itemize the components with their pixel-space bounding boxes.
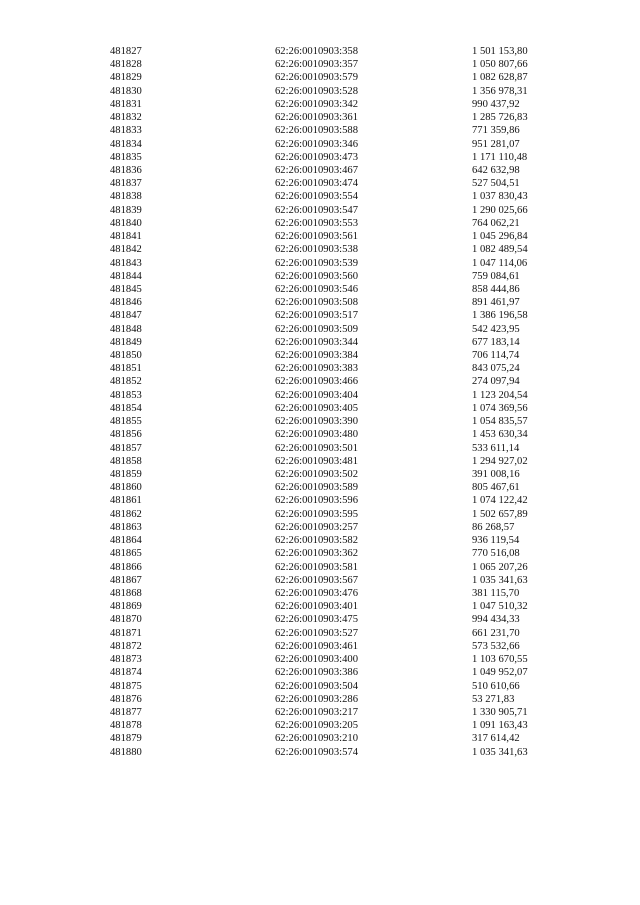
cadastral-value: 642 632,98 — [472, 164, 520, 176]
row-number: 481841 — [110, 231, 142, 243]
table-row — [0, 204, 640, 217]
table-row — [0, 640, 640, 653]
table-row — [0, 389, 640, 402]
table-row — [0, 494, 640, 507]
cadastral-number: 62:26:0010903:561 — [275, 231, 358, 243]
row-number: 481837 — [110, 178, 142, 190]
row-number: 481831 — [110, 98, 142, 110]
cadastral-value: 764 062,21 — [472, 217, 520, 229]
row-number: 481855 — [110, 416, 142, 428]
cadastral-number: 62:26:0010903:358 — [275, 46, 358, 57]
cadastral-number: 62:26:0010903:466 — [275, 376, 358, 388]
cadastral-number: 62:26:0010903:405 — [275, 402, 358, 414]
table-row — [0, 574, 640, 587]
table-row — [0, 680, 640, 693]
row-number: 481868 — [110, 587, 142, 599]
cadastral-value: 1 050 807,66 — [472, 59, 528, 71]
cadastral-value: 573 532,66 — [472, 640, 520, 652]
row-number: 481851 — [110, 363, 142, 375]
row-number: 481829 — [110, 72, 142, 84]
cadastral-number: 62:26:0010903:509 — [275, 323, 358, 335]
row-number: 481873 — [110, 654, 142, 666]
table-row — [0, 58, 640, 71]
cadastral-value: 1 171 110,48 — [472, 151, 528, 163]
row-number: 481835 — [110, 151, 142, 163]
row-number: 481836 — [110, 164, 142, 176]
cadastral-value: 1 290 025,66 — [472, 204, 528, 216]
cadastral-number: 62:26:0010903:473 — [275, 151, 358, 163]
table-row — [0, 402, 640, 415]
row-number: 481866 — [110, 561, 142, 573]
cadastral-number: 62:26:0010903:383 — [275, 363, 358, 375]
cadastral-number: 62:26:0010903:546 — [275, 283, 358, 295]
row-number: 481853 — [110, 389, 142, 401]
cadastral-number: 62:26:0010903:567 — [275, 574, 358, 586]
cadastral-number: 62:26:0010903:527 — [275, 627, 358, 639]
cadastral-number: 62:26:0010903:596 — [275, 495, 358, 507]
table-row — [0, 706, 640, 719]
cadastral-number: 62:26:0010903:589 — [275, 482, 358, 494]
cadastral-value: 1 074 369,56 — [472, 402, 528, 414]
cadastral-number: 62:26:0010903:588 — [275, 125, 358, 137]
table-row — [0, 653, 640, 666]
cadastral-number: 62:26:0010903:480 — [275, 429, 358, 441]
cadastral-value: 1 065 207,26 — [472, 561, 528, 573]
cadastral-number: 62:26:0010903:475 — [275, 614, 358, 626]
table-row — [0, 98, 640, 111]
row-number: 481849 — [110, 336, 142, 348]
cadastral-value: 843 075,24 — [472, 363, 520, 375]
cadastral-value: 771 359,86 — [472, 125, 520, 137]
table-row — [0, 124, 640, 137]
cadastral-value: 706 114,74 — [472, 350, 520, 362]
cadastral-value: 1 074 122,42 — [472, 495, 528, 507]
table-row — [0, 534, 640, 547]
table-row — [0, 613, 640, 626]
cadastral-value: 661 231,70 — [472, 627, 520, 639]
table-row — [0, 732, 640, 745]
row-number: 481843 — [110, 257, 142, 269]
table-row — [0, 336, 640, 349]
cadastral-value-table — [0, 45, 640, 759]
cadastral-number: 62:26:0010903:504 — [275, 680, 358, 692]
row-number: 481838 — [110, 191, 142, 203]
row-number: 481833 — [110, 125, 142, 137]
row-number: 481869 — [110, 601, 142, 613]
cadastral-value: 1 091 163,43 — [472, 720, 528, 732]
cadastral-number: 62:26:0010903:553 — [275, 217, 358, 229]
table-row — [0, 547, 640, 560]
cadastral-value: 1 082 489,54 — [472, 244, 528, 256]
cadastral-value: 1 049 952,07 — [472, 667, 528, 679]
cadastral-value: 1 045 296,84 — [472, 231, 528, 243]
cadastral-value: 990 437,92 — [472, 98, 520, 110]
cadastral-value: 858 444,86 — [472, 283, 520, 295]
cadastral-value: 1 294 927,02 — [472, 455, 528, 467]
table-row — [0, 45, 640, 58]
cadastral-number: 62:26:0010903:501 — [275, 442, 358, 454]
row-number: 481877 — [110, 706, 142, 718]
cadastral-value: 1 386 196,58 — [472, 310, 528, 322]
cadastral-number: 62:26:0010903:528 — [275, 85, 358, 97]
row-number: 481830 — [110, 85, 142, 97]
cadastral-number: 62:26:0010903:362 — [275, 548, 358, 560]
cadastral-value: 1 356 978,31 — [472, 85, 528, 97]
cadastral-value: 994 434,33 — [472, 614, 520, 626]
table-row — [0, 85, 640, 98]
cadastral-number: 62:26:0010903:461 — [275, 640, 358, 652]
cadastral-value: 53 271,83 — [472, 693, 515, 705]
cadastral-number: 62:26:0010903:547 — [275, 204, 358, 216]
cadastral-value: 533 611,14 — [472, 442, 520, 454]
row-number: 481848 — [110, 323, 142, 335]
cadastral-value: 805 467,61 — [472, 482, 520, 494]
row-number: 481857 — [110, 442, 142, 454]
cadastral-number: 62:26:0010903:357 — [275, 59, 358, 71]
row-number: 481847 — [110, 310, 142, 322]
cadastral-number: 62:26:0010903:404 — [275, 389, 358, 401]
table-row — [0, 270, 640, 283]
cadastral-value: 391 008,16 — [472, 469, 520, 480]
cadastral-number: 62:26:0010903:582 — [275, 535, 358, 547]
row-number: 481875 — [110, 680, 142, 692]
cadastral-number: 62:26:0010903:581 — [275, 561, 358, 573]
cadastral-number: 62:26:0010903:386 — [275, 667, 358, 679]
table-row — [0, 693, 640, 706]
row-number: 481844 — [110, 270, 142, 282]
table-row — [0, 719, 640, 732]
table-row — [0, 217, 640, 230]
cadastral-number: 62:26:0010903:517 — [275, 310, 358, 322]
table-row — [0, 138, 640, 151]
cadastral-number: 62:26:0010903:560 — [275, 270, 358, 282]
table-row — [0, 257, 640, 270]
table-row — [0, 455, 640, 468]
table-row — [0, 362, 640, 375]
row-number: 481878 — [110, 720, 142, 732]
cadastral-value: 1 285 726,83 — [472, 112, 528, 124]
table-row — [0, 296, 640, 309]
row-number: 481832 — [110, 112, 142, 124]
cadastral-number: 62:26:0010903:467 — [275, 164, 358, 176]
row-number: 481858 — [110, 455, 142, 467]
cadastral-value: 1 502 657,89 — [472, 508, 528, 520]
cadastral-value: 1 047 510,32 — [472, 601, 528, 613]
cadastral-value: 542 423,95 — [472, 323, 520, 335]
table-row — [0, 71, 640, 84]
table-row — [0, 666, 640, 679]
table-row — [0, 481, 640, 494]
row-number: 481876 — [110, 693, 142, 705]
cadastral-value: 317 614,42 — [472, 733, 520, 745]
row-number: 481867 — [110, 574, 142, 586]
cadastral-number: 62:26:0010903:538 — [275, 244, 358, 256]
row-number: 481845 — [110, 283, 142, 295]
cadastral-number: 62:26:0010903:574 — [275, 746, 358, 758]
table-row — [0, 415, 640, 428]
cadastral-number: 62:26:0010903:344 — [275, 336, 358, 348]
cadastral-value: 381 115,70 — [472, 587, 520, 599]
row-number: 481862 — [110, 508, 142, 520]
table-row — [0, 627, 640, 640]
cadastral-number: 62:26:0010903:476 — [275, 587, 358, 599]
row-number: 481872 — [110, 640, 142, 652]
table-row — [0, 230, 640, 243]
cadastral-value: 1 054 835,57 — [472, 416, 528, 428]
table-row — [0, 587, 640, 600]
cadastral-number: 62:26:0010903:286 — [275, 693, 358, 705]
cadastral-value: 677 183,14 — [472, 336, 520, 348]
cadastral-value: 527 504,51 — [472, 178, 520, 190]
row-number: 481839 — [110, 204, 142, 216]
cadastral-value: 951 281,07 — [472, 138, 520, 150]
cadastral-value: 1 037 830,43 — [472, 191, 528, 203]
cadastral-value: 1 082 628,87 — [472, 72, 528, 84]
row-number: 481879 — [110, 733, 142, 745]
table-row — [0, 151, 640, 164]
cadastral-number: 62:26:0010903:217 — [275, 706, 358, 718]
cadastral-value: 1 103 670,55 — [472, 654, 528, 666]
table-row — [0, 521, 640, 534]
cadastral-number: 62:26:0010903:342 — [275, 98, 358, 110]
row-number: 481840 — [110, 217, 142, 229]
cadastral-number: 62:26:0010903:595 — [275, 508, 358, 520]
cadastral-value: 891 461,97 — [472, 297, 520, 309]
cadastral-number: 62:26:0010903:210 — [275, 733, 358, 745]
cadastral-number: 62:26:0010903:579 — [275, 72, 358, 84]
table-row — [0, 243, 640, 256]
cadastral-number: 62:26:0010903:481 — [275, 455, 358, 467]
row-number: 481863 — [110, 521, 142, 533]
table-row — [0, 468, 640, 481]
cadastral-number: 62:26:0010903:474 — [275, 178, 358, 190]
cadastral-number: 62:26:0010903:401 — [275, 601, 358, 613]
row-number: 481864 — [110, 535, 142, 547]
table-row — [0, 561, 640, 574]
row-number: 481854 — [110, 402, 142, 414]
cadastral-number: 62:26:0010903:502 — [275, 469, 358, 480]
cadastral-value: 936 119,54 — [472, 535, 520, 547]
row-number: 481842 — [110, 244, 142, 256]
row-number: 481850 — [110, 350, 142, 362]
row-number: 481880 — [110, 746, 142, 758]
row-number: 481865 — [110, 548, 142, 560]
cadastral-number: 62:26:0010903:361 — [275, 112, 358, 124]
row-number: 481856 — [110, 429, 142, 441]
table-row — [0, 190, 640, 203]
cadastral-number: 62:26:0010903:384 — [275, 350, 358, 362]
row-number: 481846 — [110, 297, 142, 309]
cadastral-number: 62:26:0010903:205 — [275, 720, 358, 732]
table-row — [0, 177, 640, 190]
table-row — [0, 309, 640, 322]
cadastral-value: 1 330 905,71 — [472, 706, 528, 718]
row-number: 481828 — [110, 59, 142, 71]
row-number: 481852 — [110, 376, 142, 388]
table-row — [0, 283, 640, 296]
table-row — [0, 111, 640, 124]
cadastral-number: 62:26:0010903:539 — [275, 257, 358, 269]
table-row — [0, 746, 640, 759]
cadastral-value: 86 268,57 — [472, 521, 515, 533]
row-number: 481859 — [110, 469, 142, 480]
cadastral-value: 1 501 153,80 — [472, 46, 528, 57]
table-row — [0, 442, 640, 455]
row-number: 481874 — [110, 667, 142, 679]
table-row — [0, 508, 640, 521]
cadastral-value: 1 453 630,34 — [472, 429, 528, 441]
cadastral-value: 759 084,61 — [472, 270, 520, 282]
cadastral-number: 62:26:0010903:508 — [275, 297, 358, 309]
row-number: 481827 — [110, 46, 142, 57]
row-number: 481871 — [110, 627, 142, 639]
cadastral-number: 62:26:0010903:257 — [275, 521, 358, 533]
row-number: 481861 — [110, 495, 142, 507]
cadastral-number: 62:26:0010903:554 — [275, 191, 358, 203]
cadastral-number: 62:26:0010903:390 — [275, 416, 358, 428]
table-row — [0, 375, 640, 388]
table-row — [0, 349, 640, 362]
table-row — [0, 600, 640, 613]
cadastral-value: 274 097,94 — [472, 376, 520, 388]
row-number: 481860 — [110, 482, 142, 494]
cadastral-value: 1 035 341,63 — [472, 574, 528, 586]
cadastral-value: 510 610,66 — [472, 680, 520, 692]
table-row — [0, 428, 640, 441]
table-row — [0, 164, 640, 177]
cadastral-number: 62:26:0010903:346 — [275, 138, 358, 150]
cadastral-value: 1 035 341,63 — [472, 746, 528, 758]
row-number: 481870 — [110, 614, 142, 626]
cadastral-number: 62:26:0010903:400 — [275, 654, 358, 666]
cadastral-value: 770 516,08 — [472, 548, 520, 560]
cadastral-value: 1 123 204,54 — [472, 389, 528, 401]
cadastral-value: 1 047 114,06 — [472, 257, 528, 269]
table-row — [0, 323, 640, 336]
row-number: 481834 — [110, 138, 142, 150]
